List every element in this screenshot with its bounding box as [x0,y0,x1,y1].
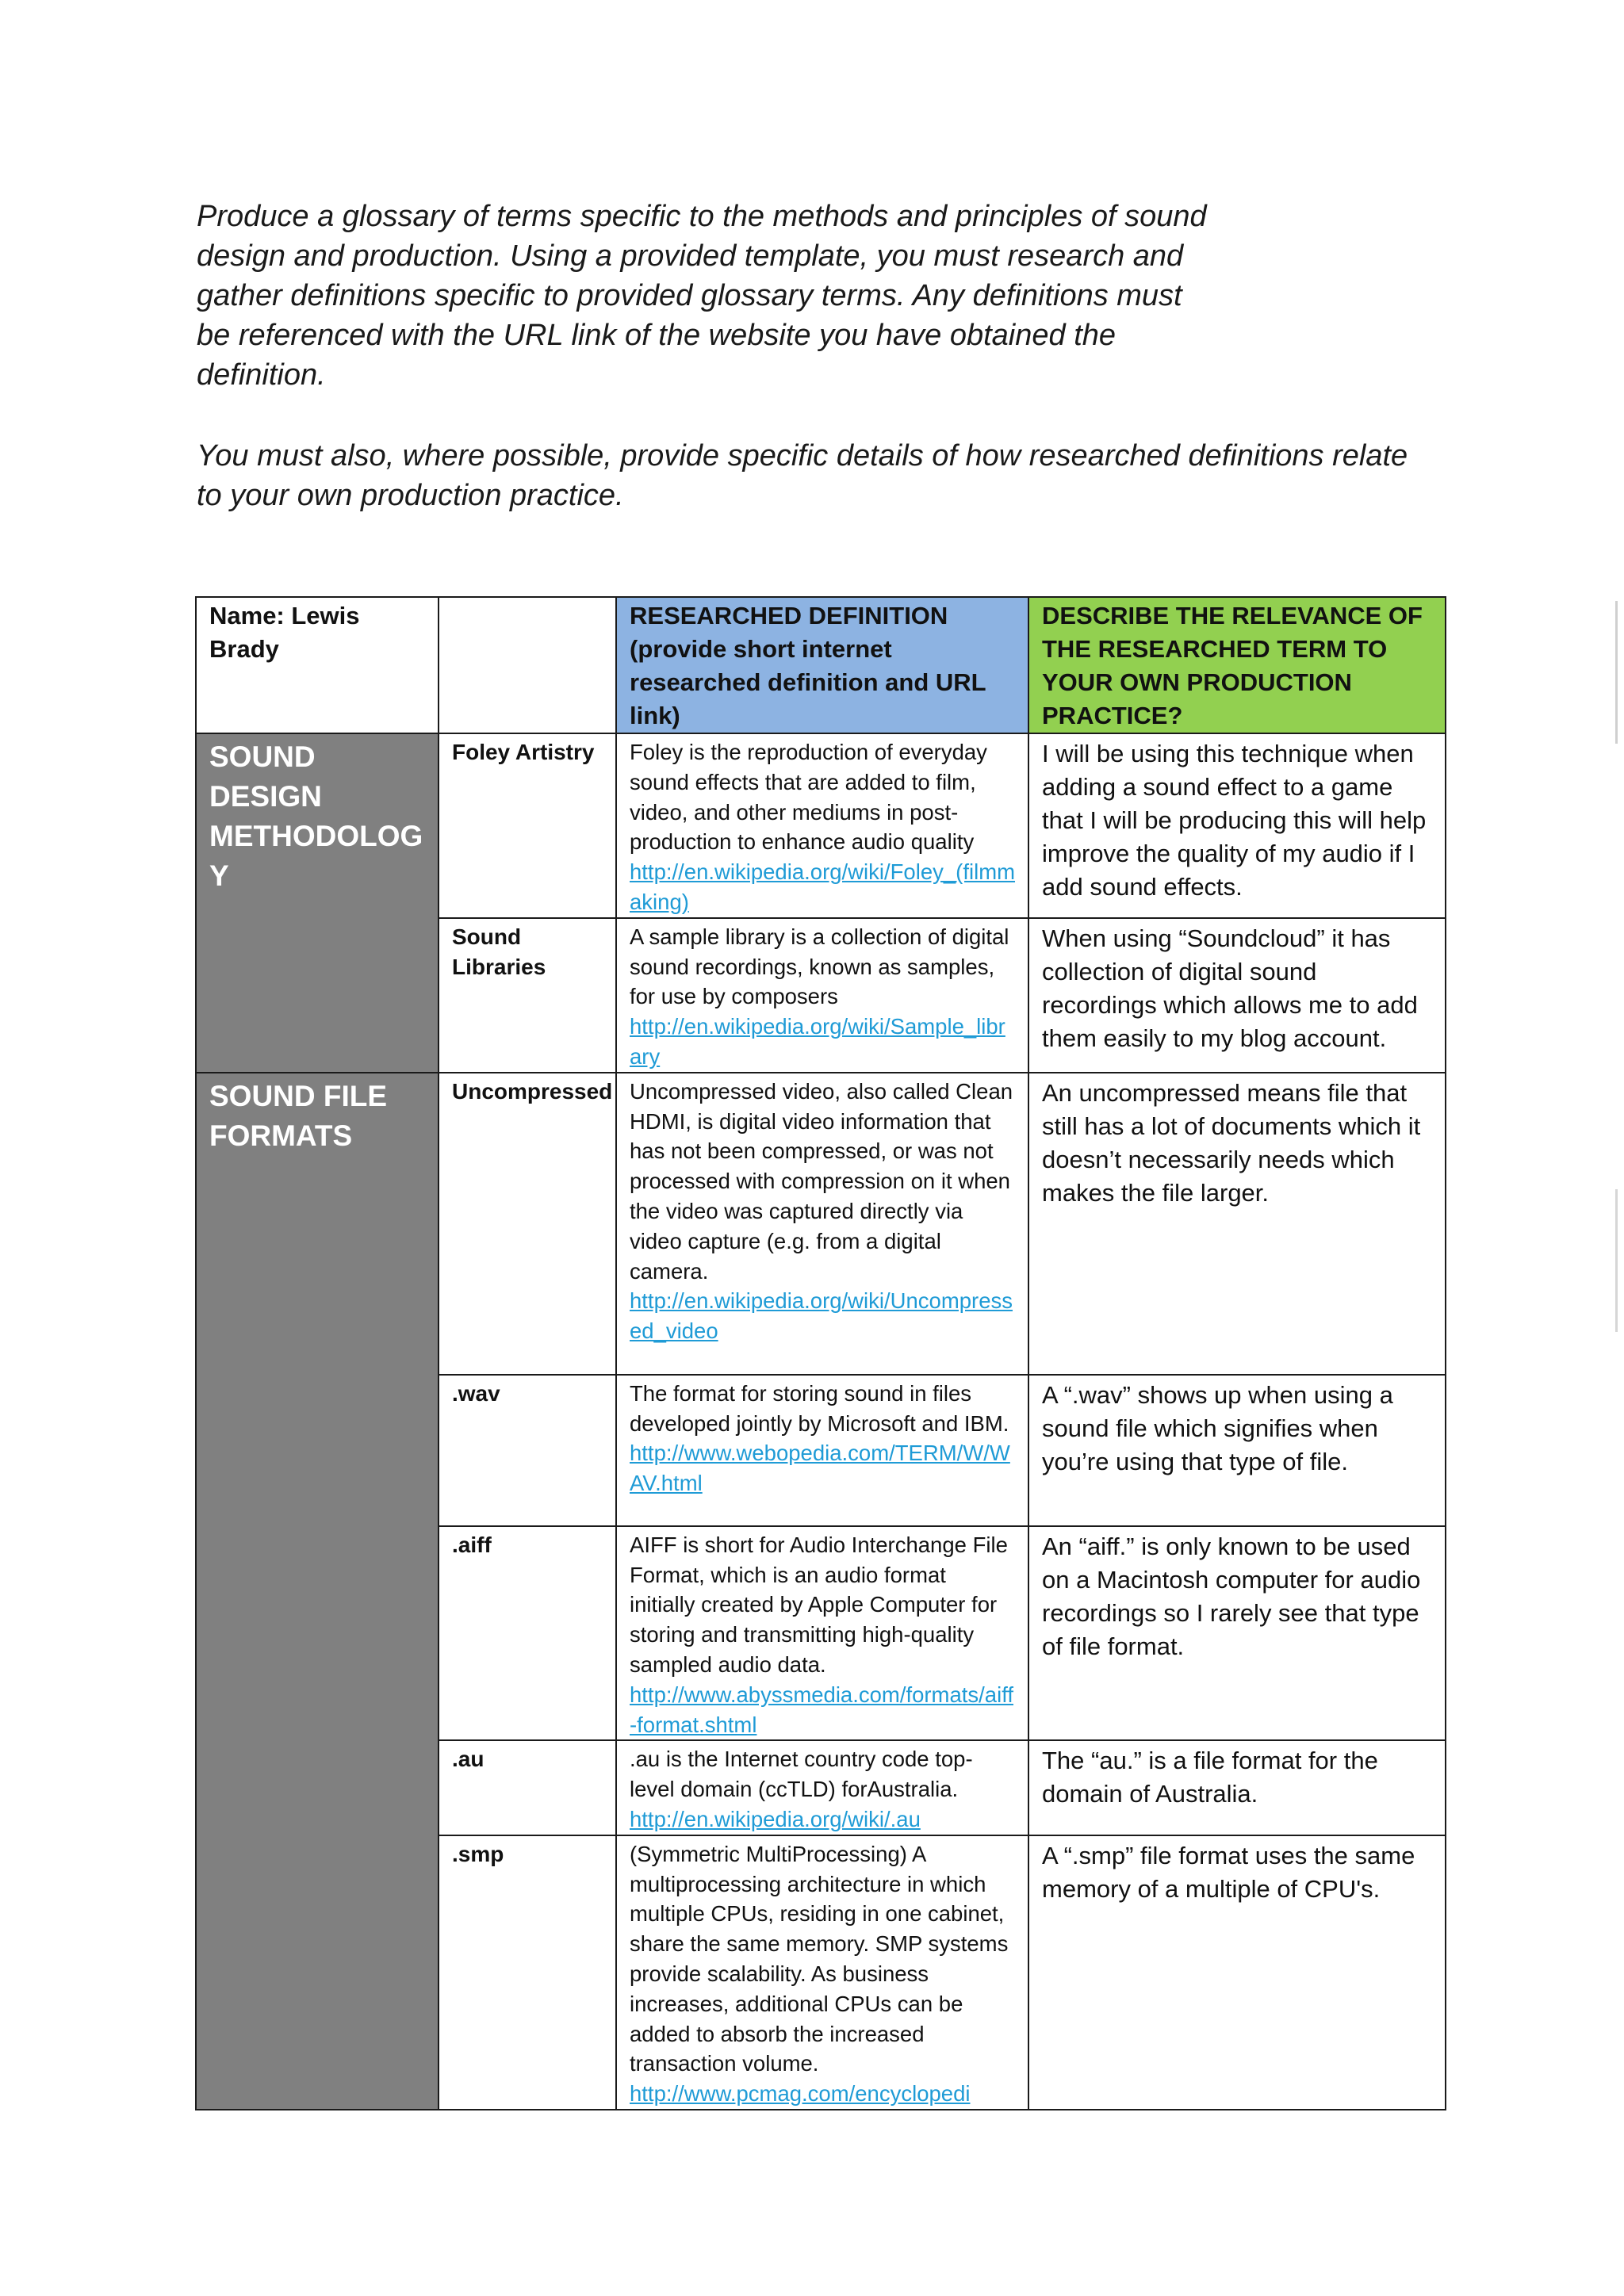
instructions-paragraph-2 [197,436,1418,515]
table-header-row [196,597,1446,733]
relevance-cell: The “au.” is a file format for the domain of Australia. [1028,1740,1446,1835]
instructions-paragraph-1 [197,197,1220,395]
definition-header: RESEARCHED DEFINITION (provide short internet researched definition and URL link) [616,597,1028,733]
definition-link[interactable]: http://en.wikipedia.org/wiki/Foley_(filmmaking) [630,859,1016,914]
term-cell: .au [439,1740,616,1835]
relevance-cell: A “.wav” shows up when using a sound file which signifies when you’re using that type of file. [1028,1375,1446,1526]
page-edge-shadow [1615,1189,1618,1332]
definition-link[interactable]: http://en.wikipedia.org/wiki/.au [630,1806,921,1831]
definition-cell [616,1526,1028,1741]
relevance-cell: An uncompressed means file that still has a lot of documents which it doesn’t necessarily needs which makes the file larger. [1028,1073,1446,1375]
category-sound-file-formats: SOUND FILE FORMATS [196,1073,439,2110]
relevance-cell: An “aiff.” is only known to be used on a Macintosh computer for audio recordings so I rarely see that type of file format. [1028,1526,1446,1741]
definition-text: Uncompressed video, also called Clean HDMI, is digital video information that has not been compressed, or was not processed with compression on it when the video was captured directly via video capture (e.g. from a digital camera. [630,1078,1013,1284]
definition-cell [616,918,1028,1073]
term-cell: .wav [439,1375,616,1526]
instructions-text-2: You must also, where possible, provide specific details of how researched definitions relate to your own production practice. [197,439,1408,512]
definition-cell [616,1375,1028,1526]
definition-cell [616,1835,1028,2110]
student-name-cell: Name: Lewis Brady [196,597,439,733]
definition-text: A sample library is a collection of digital sound recordings, known as samples, for use by composers [630,924,1009,1009]
relevance-cell: A “.smp” file format uses the same memory of a multiple of CPU's. [1028,1835,1446,2110]
category-sound-design-methodology: SOUND DESIGN METHODOLOG Y [196,733,439,1073]
relevance-cell: When using “Soundcloud” it has collection of digital sound recordings which allows me to add them easily to my blog account. [1028,918,1446,1073]
term-cell: Sound Libraries [439,918,616,1073]
definition-text: AIFF is short for Audio Interchange File Format, which is an audio format initially created by Apple Computer for storing and transmitting high-quality sampled audio data. [630,1532,1008,1677]
definition-link[interactable]: http://www.abyssmedia.com/formats/aiff-format.shtml [630,1682,1013,1737]
term-cell: .aiff [439,1526,616,1741]
definition-link[interactable]: http://en.wikipedia.org/wiki/Uncompressed_video [630,1288,1013,1344]
blank-header-cell [439,597,616,733]
definition-link[interactable]: http://en.wikipedia.org/wiki/Sample_library [630,1014,1005,1069]
instructions-text-1: Produce a glossary of terms specific to the methods and principles of sound design and production. Using a provided template, you must research and gather definitions specific to provided glossary terms. Any definitions must be referenced with the URL link of the website you have obtained the definition. [197,200,1207,392]
definition-text: .au is the Internet country code top-level domain (ccTLD) forAustralia. [630,1747,973,1802]
glossary-table [195,596,1446,2110]
term-cell: Foley Artistry [439,733,616,918]
page-edge-shadow [1615,601,1618,744]
definition-cell [616,1740,1028,1835]
definition-link[interactable]: http://www.pcmag.com/encyclopedi [630,2081,971,2107]
term-cell: .smp [439,1835,616,2110]
relevance-cell: I will be using this technique when adding a sound effect to a game that I will be producing this will help improve the quality of my audio if I add sound effects. [1028,733,1446,918]
definition-cell [616,1073,1028,1375]
definition-text: The format for storing sound in files developed jointly by Microsoft and IBM. [630,1380,1009,1436]
table-row [196,733,1446,918]
definition-text: (Symmetric MultiProcessing) A multiprocessing architecture in which multiple CPUs, residing in one cabinet, share the same memory. SMP systems provide scalability. As business increases, additional CPUs can be added to absorb the increased transaction volume. [630,1841,1009,2076]
definition-text: Foley is the reproduction of everyday sound effects that are added to film, video, and other mediums in post-production to enhance audio quality [630,740,987,855]
term-cell: Uncompressed [439,1073,616,1375]
relevance-header: DESCRIBE THE RELEVANCE OF THE RESEARCHED TERM TO YOUR OWN PRODUCTION PRACTICE? [1028,597,1446,733]
definition-link[interactable]: http://www.webopedia.com/TERM/W/WAV.html [630,1441,1010,1496]
definition-cell [616,733,1028,918]
table-row [196,1073,1446,1375]
